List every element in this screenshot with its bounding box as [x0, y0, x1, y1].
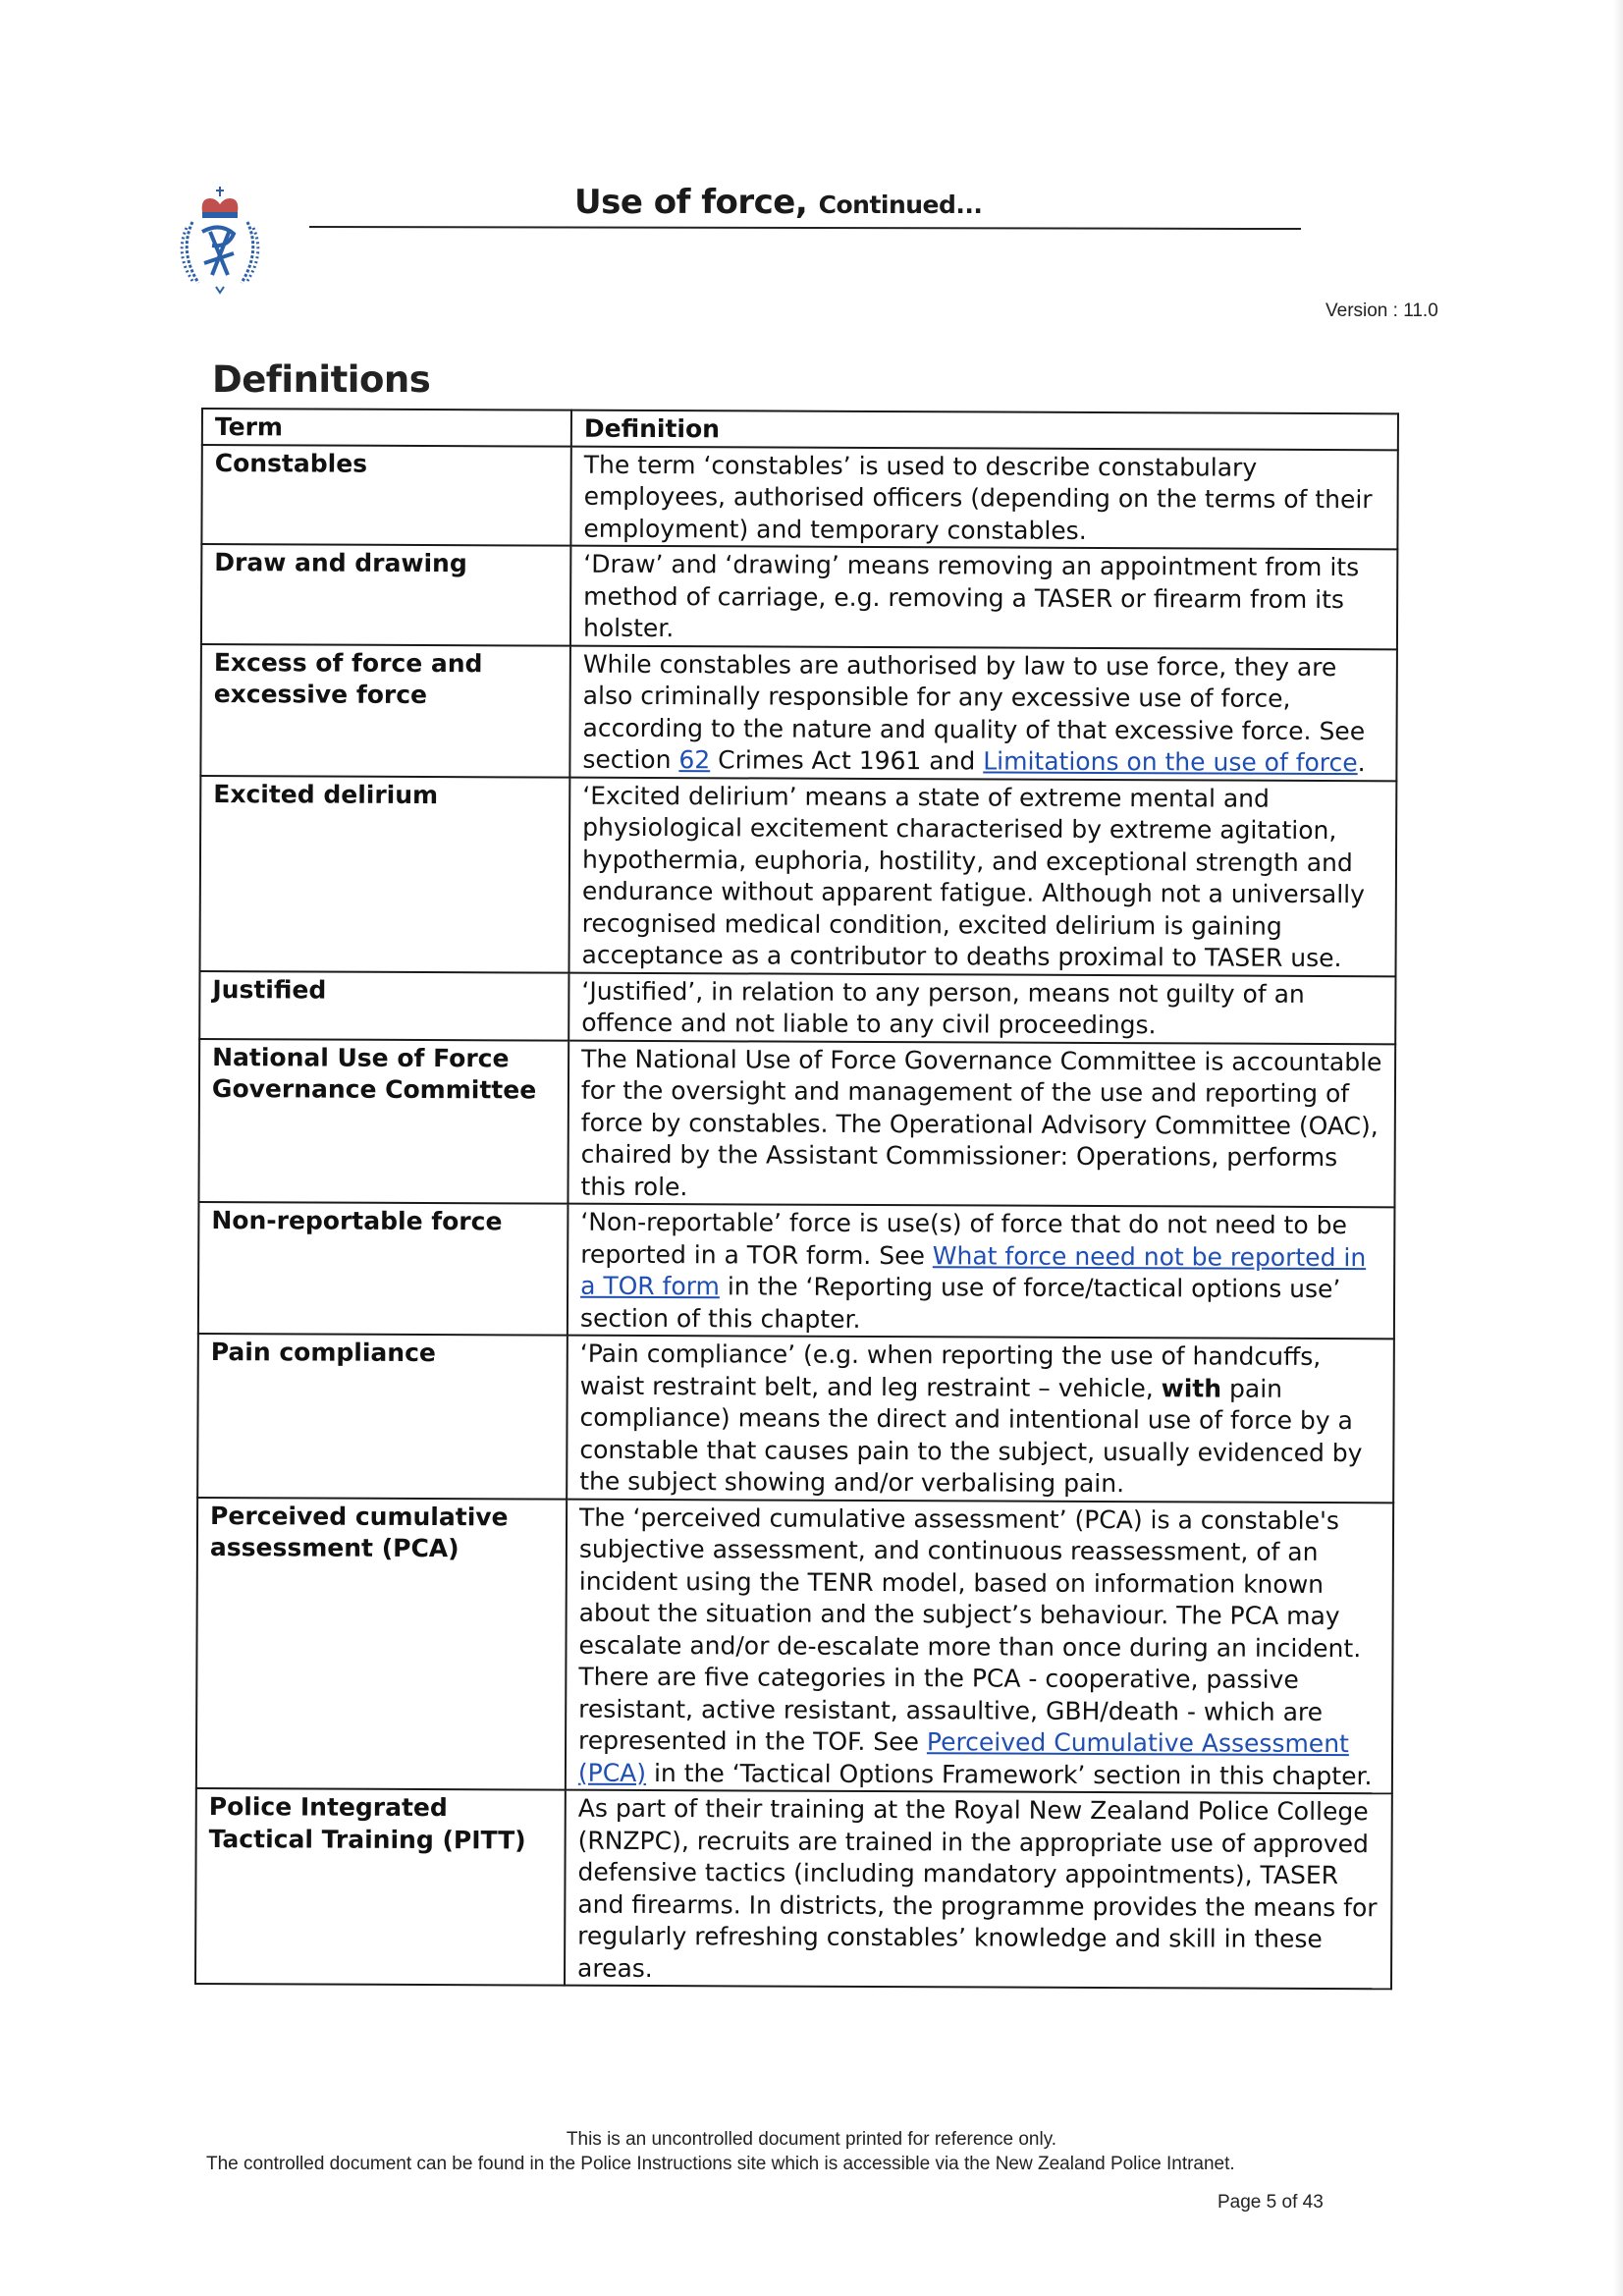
column-header-definition: Definition [571, 410, 1398, 450]
definition-text: ‘Excited delirium’ means a state of extreme mental and physiological excitement characterised by extreme agitation, hypothermia, euphoria, hostility, and exceptional strength and endurance without apparent fatigue. Although not a universally recognised medical condition, excited delirium is gaining acceptance as a contributor to deaths proximal to TASER use. [581, 781, 1366, 973]
definition-link[interactable]: Limitations on the use of force [983, 746, 1358, 778]
definition-cell [568, 1040, 1395, 1207]
definitions-table [194, 408, 1399, 1990]
term-cell: Excess of force and excessive force [200, 644, 570, 778]
table-row [197, 1334, 1394, 1503]
definition-text: pain compliance) means the direct and intentional use of force by a constable that causes pain to the subject, usually evidenced by the subject showing and/or verbalising pain. [579, 1374, 1363, 1499]
definition-cell [570, 446, 1397, 549]
definition-text: As part of their training at the Royal New Zealand Police College (RNZPC), recruits are trained in the appropriate use of approved defensive tactics (including mandatory appointments), TASER and firearms. In districts, the programme provides the means for regularly refreshing constables’ knowledge and skill in these areas. [577, 1793, 1378, 1983]
definition-cell [568, 1204, 1395, 1339]
header-divider [309, 226, 1301, 230]
definition-cell [570, 546, 1397, 649]
definition-cell [569, 645, 1397, 781]
term-cell: Perceived cumulative assessment (PCA) [196, 1497, 567, 1789]
definition-cell [565, 1790, 1392, 1990]
table-row [195, 1788, 1392, 1989]
table-header-row [202, 409, 1398, 450]
table-row [199, 776, 1396, 976]
definition-text: ‘Justified’, in relation to any person, means not guilty of an offence and not liable to any civil proceedings. [581, 976, 1305, 1040]
definition-text: ‘Draw’ and ‘drawing’ means removing an appointment from its method of carriage, e.g. removing a TASER or firearm from its holster. [582, 549, 1360, 643]
definition-cell [568, 777, 1396, 976]
term-cell: Pain compliance [197, 1334, 568, 1499]
header-title-continued: Continued... [818, 191, 983, 219]
page-header-title [574, 183, 982, 222]
table-row [201, 544, 1397, 649]
table-row [199, 970, 1395, 1043]
section-title: Definitions [212, 358, 431, 401]
table-body [195, 445, 1398, 1990]
table-row [198, 1202, 1395, 1339]
footer-disclaimer: This is an uncontrolled document printed for reference only. [566, 2129, 1057, 2150]
term-cell: Non-reportable force [198, 1202, 568, 1336]
table-row [201, 445, 1397, 550]
definition-text: Crimes Act 1961 and [710, 745, 984, 776]
definition-text: ‘Pain compliance’ (e.g. when reporting the use of handcuffs, waist restraint belt, and leg restraint – vehicle, [579, 1339, 1322, 1402]
definition-text: The term ‘constables’ is used to describe constabulary employees, authorised officers (depending on the terms of their employment) and temporary constables. [583, 450, 1373, 545]
definition-cell [568, 972, 1395, 1044]
definition-link[interactable]: Perceived Cumulative Assessment (PCA) [577, 1727, 1349, 1787]
header-title-main: Use of force, [574, 183, 808, 222]
version-label: Version : 11.0 [1325, 301, 1438, 321]
definition-link[interactable]: What force need not be reported in a TOR form [580, 1240, 1367, 1301]
definition-text: in the ‘Tactical Options Framework’ section in this chapter. [646, 1758, 1373, 1790]
crown-icon [202, 187, 239, 218]
term-cell: Draw and drawing [201, 544, 570, 645]
term-cell: Justified [199, 970, 568, 1040]
definition-text: The ‘perceived cumulative assessment’ (PCA) is a constable's subjective assessment, and continuous reassessment, of an incident using the TENR model, based on information known about the situation and the subject’s behaviour. The PCA may escalate and/or de-escalate more than once during an incident. There are five categories in the PCA - cooperative, passive resistant, active resistant, assaultive, GBH/death - which are represented in the TOF. See [578, 1503, 1362, 1757]
definition-cell [567, 1336, 1394, 1503]
definition-text: While constables are authorised by law to use force, they are also criminally responsible for any excessive use of force, according to the nature and quality of that excessive force. See section [582, 649, 1366, 775]
term-cell: Constables [201, 445, 570, 546]
table-row [196, 1497, 1393, 1793]
definition-text: . [1357, 748, 1366, 778]
definition-text: in the ‘Reporting use of force/tactical options use’ section of this chapter. [579, 1272, 1341, 1334]
definition-cell [566, 1499, 1393, 1793]
term-cell: Excited delirium [199, 776, 569, 973]
definition-link[interactable]: 62 [678, 745, 711, 775]
term-cell: Police Integrated Tactical Training (PITT) [195, 1788, 566, 1986]
page-number: Page 5 of 43 [1217, 2192, 1324, 2213]
table-row [198, 1038, 1395, 1207]
emphasis-text: with [1161, 1373, 1222, 1403]
table-row [200, 644, 1397, 781]
footer-controlled-note: The controlled document can be found in the Police Instructions site which is accessible via the New Zealand Police Intranet. [206, 2154, 1235, 2174]
definition-text: ‘Non-reportable’ force is use(s) of force that do not need to be reported in a TOR form. See [580, 1207, 1347, 1270]
nz-police-crest-icon [173, 183, 267, 297]
column-header-term: Term [202, 409, 571, 446]
term-cell: National Use of Force Governance Committee [198, 1038, 568, 1203]
definition-text: The National Use of Force Governance Committee is accountable for the oversight and management of the use and reporting of force by constables. The Operational Advisory Committee (OAC), chaired by the Assistant Commissioner: Operations, performs this role. [580, 1044, 1382, 1201]
page-edge [1613, 0, 1623, 2296]
monogram-icon [202, 227, 234, 275]
